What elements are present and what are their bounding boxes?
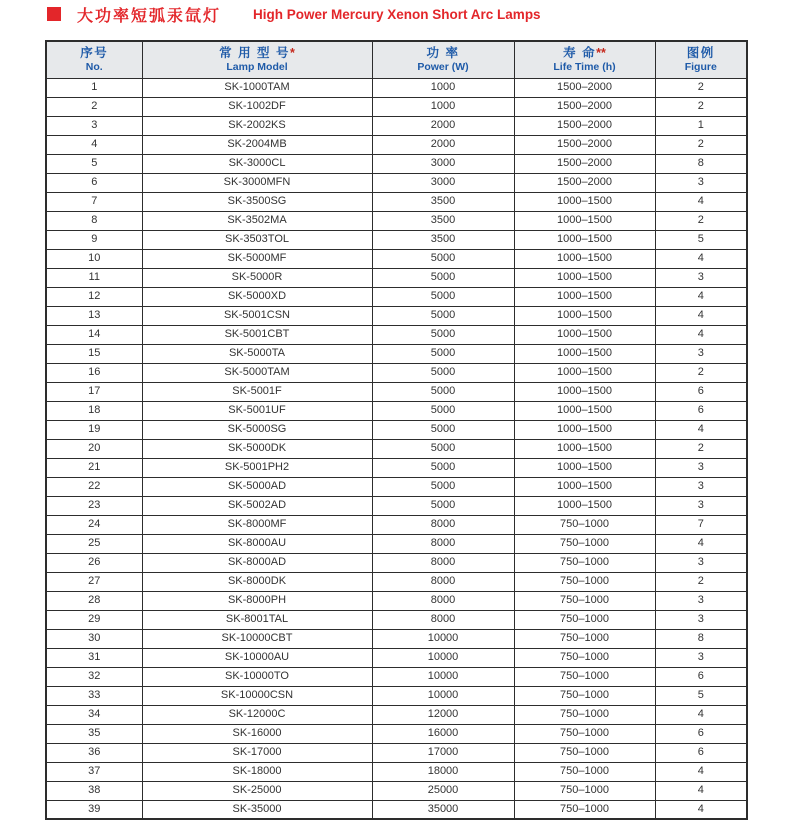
table-row — [46, 515, 747, 534]
cell-figure: 3 — [655, 648, 747, 667]
table-row — [46, 534, 747, 553]
column-label-no-en: No. — [85, 61, 103, 74]
table-header-row — [46, 41, 747, 78]
table-row — [46, 382, 747, 401]
column-label-life-time-en: Life Time (h) — [553, 61, 616, 74]
column-header-lamp-model — [142, 41, 372, 78]
cell-life: 1500–2000 — [514, 154, 655, 173]
cell-no: 22 — [46, 477, 142, 496]
cell-power: 8000 — [372, 591, 514, 610]
table-row — [46, 648, 747, 667]
cell-figure: 4 — [655, 781, 747, 800]
cell-model: SK-8000DK — [142, 572, 372, 591]
cell-model: SK-5001CBT — [142, 325, 372, 344]
table-row — [46, 572, 747, 591]
cell-life: 750–1000 — [514, 572, 655, 591]
table-row — [46, 135, 747, 154]
cell-no: 16 — [46, 363, 142, 382]
cell-life: 1500–2000 — [514, 135, 655, 154]
cell-model: SK-25000 — [142, 781, 372, 800]
cell-life: 1000–1500 — [514, 249, 655, 268]
cell-power: 10000 — [372, 686, 514, 705]
table-row — [46, 610, 747, 629]
cell-no: 6 — [46, 173, 142, 192]
column-label-life-time-zh: 寿 命** — [563, 46, 606, 61]
cell-model: SK-3502MA — [142, 211, 372, 230]
cell-power: 16000 — [372, 724, 514, 743]
cell-figure: 4 — [655, 249, 747, 268]
cell-figure: 3 — [655, 610, 747, 629]
cell-power: 17000 — [372, 743, 514, 762]
cell-life: 750–1000 — [514, 610, 655, 629]
cell-figure: 2 — [655, 97, 747, 116]
table-row — [46, 287, 747, 306]
cell-life: 1000–1500 — [514, 287, 655, 306]
table-row — [46, 762, 747, 781]
cell-figure: 2 — [655, 135, 747, 154]
cell-power: 5000 — [372, 458, 514, 477]
cell-figure: 3 — [655, 553, 747, 572]
cell-no: 14 — [46, 325, 142, 344]
cell-no: 12 — [46, 287, 142, 306]
cell-model: SK-10000CBT — [142, 629, 372, 648]
cell-life: 1000–1500 — [514, 382, 655, 401]
cell-no: 18 — [46, 401, 142, 420]
cell-figure: 3 — [655, 173, 747, 192]
table-row — [46, 781, 747, 800]
cell-no: 7 — [46, 192, 142, 211]
cell-figure: 7 — [655, 515, 747, 534]
cell-life: 1500–2000 — [514, 116, 655, 135]
table-row — [46, 306, 747, 325]
cell-figure: 2 — [655, 211, 747, 230]
table-row — [46, 667, 747, 686]
cell-power: 5000 — [372, 401, 514, 420]
cell-model: SK-5001F — [142, 382, 372, 401]
cell-power: 10000 — [372, 667, 514, 686]
cell-model: SK-10000TO — [142, 667, 372, 686]
cell-life: 1000–1500 — [514, 306, 655, 325]
cell-power: 5000 — [372, 344, 514, 363]
cell-model: SK-5000MF — [142, 249, 372, 268]
table-row — [46, 629, 747, 648]
page-title-chinese: 大功率短弧汞氙灯 — [77, 7, 222, 25]
cell-life: 750–1000 — [514, 648, 655, 667]
cell-no: 32 — [46, 667, 142, 686]
cell-no: 5 — [46, 154, 142, 173]
cell-figure: 2 — [655, 572, 747, 591]
cell-model: SK-18000 — [142, 762, 372, 781]
cell-no: 25 — [46, 534, 142, 553]
cell-life: 750–1000 — [514, 762, 655, 781]
table-row — [46, 743, 747, 762]
cell-figure: 3 — [655, 344, 747, 363]
cell-power: 12000 — [372, 705, 514, 724]
cell-power: 8000 — [372, 515, 514, 534]
cell-no: 11 — [46, 268, 142, 287]
cell-figure: 8 — [655, 154, 747, 173]
cell-life: 750–1000 — [514, 781, 655, 800]
cell-life: 750–1000 — [514, 724, 655, 743]
cell-power: 1000 — [372, 78, 514, 97]
cell-figure: 4 — [655, 325, 747, 344]
cell-life: 750–1000 — [514, 553, 655, 572]
cell-model: SK-5000AD — [142, 477, 372, 496]
cell-model: SK-3503TOL — [142, 230, 372, 249]
cell-power: 8000 — [372, 572, 514, 591]
cell-figure: 3 — [655, 496, 747, 515]
cell-model: SK-12000C — [142, 705, 372, 724]
cell-model: SK-2004MB — [142, 135, 372, 154]
cell-power: 5000 — [372, 325, 514, 344]
cell-no: 3 — [46, 116, 142, 135]
cell-figure: 4 — [655, 762, 747, 781]
cell-life: 750–1000 — [514, 667, 655, 686]
cell-figure: 6 — [655, 743, 747, 762]
cell-model: SK-10000AU — [142, 648, 372, 667]
table-row — [46, 173, 747, 192]
cell-life: 750–1000 — [514, 515, 655, 534]
cell-figure: 4 — [655, 192, 747, 211]
cell-no: 26 — [46, 553, 142, 572]
cell-figure: 4 — [655, 287, 747, 306]
column-label-power-en: Power (W) — [417, 61, 469, 74]
cell-model: SK-1000TAM — [142, 78, 372, 97]
cell-life: 750–1000 — [514, 743, 655, 762]
column-label-power-zh: 功 率 — [426, 46, 460, 61]
cell-model: SK-3000MFN — [142, 173, 372, 192]
cell-no: 34 — [46, 705, 142, 724]
red-square-bullet-icon — [47, 7, 61, 21]
cell-power: 10000 — [372, 629, 514, 648]
cell-figure: 4 — [655, 534, 747, 553]
cell-power: 2000 — [372, 135, 514, 154]
cell-power: 3500 — [372, 211, 514, 230]
table-row — [46, 420, 747, 439]
cell-figure: 3 — [655, 477, 747, 496]
cell-no: 13 — [46, 306, 142, 325]
cell-no: 39 — [46, 800, 142, 819]
cell-no: 19 — [46, 420, 142, 439]
cell-model: SK-10000CSN — [142, 686, 372, 705]
table-row — [46, 458, 747, 477]
cell-life: 1000–1500 — [514, 325, 655, 344]
cell-power: 5000 — [372, 477, 514, 496]
cell-figure: 4 — [655, 800, 747, 819]
cell-no: 17 — [46, 382, 142, 401]
column-label-figure-zh: 图例 — [686, 46, 715, 61]
cell-no: 21 — [46, 458, 142, 477]
cell-life: 1000–1500 — [514, 420, 655, 439]
cell-figure: 4 — [655, 705, 747, 724]
table-row — [46, 268, 747, 287]
cell-no: 9 — [46, 230, 142, 249]
lamp-table-body — [46, 78, 747, 819]
cell-no: 37 — [46, 762, 142, 781]
cell-model: SK-5001CSN — [142, 306, 372, 325]
column-label-lamp-model-zh: 常 用 型 号* — [219, 46, 295, 61]
cell-no: 10 — [46, 249, 142, 268]
cell-power: 8000 — [372, 610, 514, 629]
cell-model: SK-5000TAM — [142, 363, 372, 382]
cell-figure: 6 — [655, 401, 747, 420]
cell-figure: 4 — [655, 420, 747, 439]
table-row — [46, 249, 747, 268]
cell-life: 750–1000 — [514, 629, 655, 648]
table-row — [46, 591, 747, 610]
cell-power: 18000 — [372, 762, 514, 781]
table-row — [46, 154, 747, 173]
cell-no: 23 — [46, 496, 142, 515]
cell-no: 4 — [46, 135, 142, 154]
cell-figure: 3 — [655, 268, 747, 287]
cell-model: SK-17000 — [142, 743, 372, 762]
cell-power: 2000 — [372, 116, 514, 135]
cell-model: SK-5000DK — [142, 439, 372, 458]
cell-no: 27 — [46, 572, 142, 591]
lamp-table — [45, 40, 748, 820]
cell-figure: 3 — [655, 591, 747, 610]
cell-no: 31 — [46, 648, 142, 667]
table-row — [46, 78, 747, 97]
table-row — [46, 439, 747, 458]
table-row — [46, 401, 747, 420]
cell-no: 15 — [46, 344, 142, 363]
cell-model: SK-8000AD — [142, 553, 372, 572]
column-header-life-time — [514, 41, 655, 78]
cell-life: 750–1000 — [514, 800, 655, 819]
cell-no: 24 — [46, 515, 142, 534]
cell-model: SK-5000XD — [142, 287, 372, 306]
table-row — [46, 363, 747, 382]
cell-power: 3500 — [372, 230, 514, 249]
cell-power: 5000 — [372, 363, 514, 382]
cell-life: 1000–1500 — [514, 344, 655, 363]
cell-model: SK-5000R — [142, 268, 372, 287]
table-row — [46, 553, 747, 572]
page-header — [47, 4, 772, 24]
cell-life: 1000–1500 — [514, 458, 655, 477]
cell-life: 750–1000 — [514, 534, 655, 553]
cell-no: 38 — [46, 781, 142, 800]
cell-power: 5000 — [372, 496, 514, 515]
column-header-no — [46, 41, 142, 78]
cell-model: SK-3000CL — [142, 154, 372, 173]
cell-life: 1000–1500 — [514, 496, 655, 515]
table-row — [46, 97, 747, 116]
cell-life: 750–1000 — [514, 591, 655, 610]
cell-no: 8 — [46, 211, 142, 230]
cell-life: 1000–1500 — [514, 268, 655, 287]
cell-figure: 2 — [655, 439, 747, 458]
cell-power: 3500 — [372, 192, 514, 211]
table-row — [46, 724, 747, 743]
table-row — [46, 116, 747, 135]
cell-figure: 2 — [655, 363, 747, 382]
cell-life: 1000–1500 — [514, 363, 655, 382]
cell-power: 3000 — [372, 173, 514, 192]
cell-model: SK-5000SG — [142, 420, 372, 439]
cell-figure: 2 — [655, 78, 747, 97]
cell-no: 36 — [46, 743, 142, 762]
cell-power: 5000 — [372, 420, 514, 439]
cell-life: 750–1000 — [514, 705, 655, 724]
cell-no: 35 — [46, 724, 142, 743]
cell-life: 1000–1500 — [514, 192, 655, 211]
column-header-figure — [655, 41, 747, 78]
column-label-figure-en: Figure — [684, 61, 717, 74]
cell-model: SK-2002KS — [142, 116, 372, 135]
table-row — [46, 496, 747, 515]
cell-life: 1000–1500 — [514, 439, 655, 458]
cell-power: 8000 — [372, 534, 514, 553]
cell-model: SK-5001PH2 — [142, 458, 372, 477]
table-row — [46, 705, 747, 724]
cell-power: 8000 — [372, 553, 514, 572]
cell-model: SK-8001TAL — [142, 610, 372, 629]
cell-power: 10000 — [372, 648, 514, 667]
cell-power: 35000 — [372, 800, 514, 819]
cell-life: 1000–1500 — [514, 401, 655, 420]
table-row — [46, 230, 747, 249]
cell-figure: 6 — [655, 667, 747, 686]
cell-no: 20 — [46, 439, 142, 458]
cell-power: 5000 — [372, 306, 514, 325]
cell-figure: 1 — [655, 116, 747, 135]
cell-power: 5000 — [372, 268, 514, 287]
cell-model: SK-5000TA — [142, 344, 372, 363]
table-row — [46, 686, 747, 705]
cell-figure: 8 — [655, 629, 747, 648]
cell-no: 2 — [46, 97, 142, 116]
column-label-no-zh: 序号 — [80, 46, 109, 61]
cell-no: 28 — [46, 591, 142, 610]
cell-life: 1500–2000 — [514, 173, 655, 192]
cell-power: 25000 — [372, 781, 514, 800]
cell-figure: 5 — [655, 230, 747, 249]
cell-power: 5000 — [372, 287, 514, 306]
cell-life: 1500–2000 — [514, 97, 655, 116]
cell-power: 5000 — [372, 382, 514, 401]
cell-model: SK-3500SG — [142, 192, 372, 211]
cell-life: 1000–1500 — [514, 211, 655, 230]
cell-model: SK-35000 — [142, 800, 372, 819]
column-header-power — [372, 41, 514, 78]
cell-model: SK-8000PH — [142, 591, 372, 610]
cell-life: 1500–2000 — [514, 78, 655, 97]
cell-power: 1000 — [372, 97, 514, 116]
table-row — [46, 192, 747, 211]
column-label-lamp-model-en: Lamp Model — [226, 61, 288, 74]
cell-figure: 5 — [655, 686, 747, 705]
cell-model: SK-5001UF — [142, 401, 372, 420]
cell-power: 5000 — [372, 439, 514, 458]
cell-no: 29 — [46, 610, 142, 629]
cell-life: 1000–1500 — [514, 230, 655, 249]
table-row — [46, 344, 747, 363]
table-row — [46, 477, 747, 496]
table-row — [46, 800, 747, 819]
cell-figure: 6 — [655, 724, 747, 743]
cell-figure: 4 — [655, 306, 747, 325]
cell-figure: 6 — [655, 382, 747, 401]
cell-power: 5000 — [372, 249, 514, 268]
cell-power: 3000 — [372, 154, 514, 173]
table-row — [46, 325, 747, 344]
cell-model: SK-5002AD — [142, 496, 372, 515]
cell-model: SK-8000AU — [142, 534, 372, 553]
cell-figure: 3 — [655, 458, 747, 477]
cell-no: 1 — [46, 78, 142, 97]
cell-model: SK-1002DF — [142, 97, 372, 116]
cell-no: 33 — [46, 686, 142, 705]
cell-no: 30 — [46, 629, 142, 648]
page-title-english: High Power Mercury Xenon Short Arc Lamps — [253, 6, 541, 22]
table-row — [46, 211, 747, 230]
cell-life: 1000–1500 — [514, 477, 655, 496]
cell-model: SK-16000 — [142, 724, 372, 743]
cell-model: SK-8000MF — [142, 515, 372, 534]
cell-life: 750–1000 — [514, 686, 655, 705]
